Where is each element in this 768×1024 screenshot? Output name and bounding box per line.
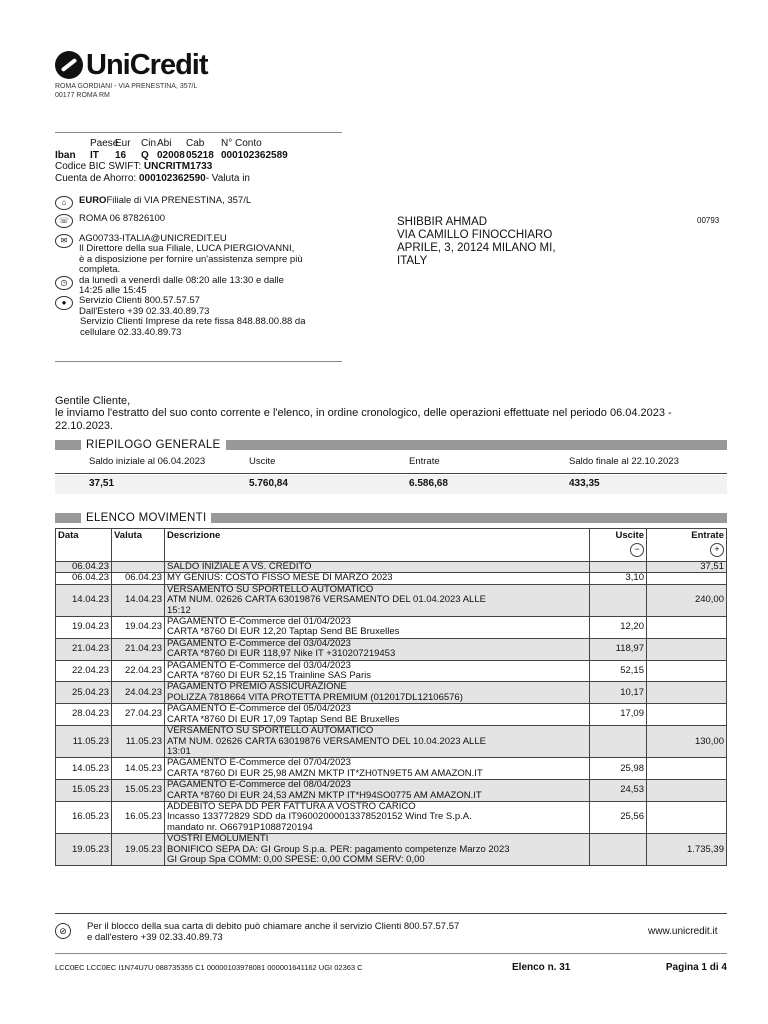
email-row: ✉ AG00733-ITALIA@UNICREDIT.EU Il Direttore della sua Filiale, LUCA PIERGIOVANNI, è a disposizione per fornire un'assistenza sempre più completa. [55,234,345,276]
cell-uscite [590,562,647,573]
iban-headers: Paese Eur Cin Abi Cab N° Conto [90,138,262,149]
table-row [56,660,727,682]
cell-valuta: 21.04.23 [112,638,165,660]
table-row [56,780,727,802]
movements-body [56,562,727,866]
cell-valuta: 22.04.23 [112,660,165,682]
col-uscite: Uscite − [590,529,647,562]
cell-uscite: 25,56 [590,801,647,833]
description-line: ATM NUM. 02626 CARTA 63019876 VERSAMENTO DEL 10.04.2023 ALLE [167,735,486,747]
cell-valuta: 19.04.23 [112,617,165,639]
cell-data: 28.04.23 [56,704,112,726]
cell-data: 21.04.23 [56,638,112,660]
cell-entrate [647,682,727,704]
cell-descrizione [165,660,590,682]
cell-descrizione [165,780,590,802]
cell-descrizione [165,584,590,616]
elenco-number: Elenco n. 31 [512,962,571,973]
cell-data: 15.05.23 [56,780,112,802]
cell-uscite [590,726,647,758]
cell-entrate [647,758,727,780]
unicredit-logo-icon [55,51,83,79]
card-block-icon: ⊘ [55,923,71,939]
table-row [56,682,727,704]
page-number: Pagina 1 di 4 [665,962,727,973]
description-line: POLIZZA 7818664 VITA PROTETTA PREMIUM (012017DL12106576) [167,691,463,703]
cell-uscite: 10,17 [590,682,647,704]
cell-valuta: 19.05.23 [112,834,165,866]
cell-descrizione [165,704,590,726]
cell-valuta: 16.05.23 [112,801,165,833]
summary-section-bar [55,438,727,452]
plus-icon: + [710,543,724,557]
description-line: VERSAMENTO SU SPORTELLO AUTOMATICO [167,583,374,595]
cell-uscite: 25,98 [590,758,647,780]
movements-table [55,528,727,866]
col-valuta: Valuta [112,529,165,562]
cell-valuta: 06.04.23 [112,573,165,584]
cell-descrizione [165,682,590,704]
cell-entrate: 37,51 [647,562,727,573]
divider [55,132,342,133]
table-row [56,704,727,726]
website-link[interactable]: www.unicredit.it [648,926,718,937]
cell-uscite: 24,53 [590,780,647,802]
divider [55,361,342,362]
cell-entrate: 240,00 [647,584,727,616]
cell-data: 19.04.23 [56,617,112,639]
cell-data: 11.05.23 [56,726,112,758]
summary-headers: Saldo iniziale al 06.04.2023 Uscite Entrate Saldo finale al 22.10.2023 [55,456,727,474]
branch-row: ⌂ EUROFiliale di VIA PRENESTINA, 357/L [55,196,345,214]
description-line: CARTA *8760 DI EUR 17,09 Taptap Send BE Bruxelles [167,713,400,725]
bic-line: Codice BIC SWIFT: UNCRITM1733 [55,161,213,172]
branch-address: ROMA GORDIANI - VIA PRENESTINA, 357/L 00177 ROMA RM [55,83,198,99]
hours-row: ◷ da lunedì a venerdì dalle 08:20 alle 13:30 e dalle 14:25 alle 15:45 [55,276,345,297]
table-row [56,584,727,616]
intro-text: Gentile Cliente, le inviamo l'estratto del suo conto corrente e l'elenco, in ordine cronologico, delle operazioni effettuate nel periodo 06.04.2023 - 22.10.2023. [55,395,672,432]
footer-note: Per il blocco della sua carta di debito può chiamare anche il servizio Clienti 800.57.57.57 e dall'estero +39 02.33.40.89.73 [87,921,460,943]
home-icon: ⌂ [55,196,73,210]
cell-data: 25.04.23 [56,682,112,704]
cell-entrate [647,660,727,682]
description-line: CARTA *8760 DI EUR 118,97 Nike IT +310207219453 [167,648,396,660]
table-row [56,617,727,639]
cell-descrizione [165,573,590,584]
description-line: PAGAMENTO E-Commerce del 05/04/2023 [167,703,351,715]
cell-data: 06.04.23 [56,573,112,584]
cell-valuta: 24.04.23 [112,682,165,704]
mail-icon: ✉ [55,234,73,248]
cell-descrizione [165,801,590,833]
description-line: SALDO INIZIALE A VS. CREDITO [167,561,312,572]
description-line: 15:12 [167,604,191,616]
footer-bottom [55,962,727,973]
cell-data: 14.04.23 [56,584,112,616]
col-entrate: Entrate + [647,529,727,562]
description-line: VERSAMENTO SU SPORTELLO AUTOMATICO [167,725,374,737]
recipient-address: SHIBBIR AHMAD VIA CAMILLO FINOCCHIARO APRILE, 3, 20124 MILANO MI, ITALY [397,216,556,267]
col-descrizione: Descrizione [165,529,590,562]
cell-uscite: 52,15 [590,660,647,682]
description-line: ATM NUM. 02626 CARTA 63019876 VERSAMENTO DEL 01.04.2023 ALLE [167,594,486,606]
bank-name: UniCredit [86,48,208,81]
cell-descrizione [165,726,590,758]
phone-icon: ☏ [55,214,73,228]
business-service: Servizio Clienti Imprese da rete fissa 848.88.00.88 da cellulare 02.33.40.89.73 [80,316,306,338]
contacts-block [55,196,345,338]
description-line: CARTA *8760 DI EUR 25,98 AMZN MKTP IT*ZH0TN9ET5 AM AMAZON.IT [167,767,483,779]
recipient-code: 00793 [697,216,720,225]
document-codes: LCC0EC LCC0EC I1N74U7U 088735355 C1 00000103978081 000001641162 UGI 02363 C [55,963,363,972]
table-header-row [56,529,727,562]
clock-icon: ◷ [55,276,73,290]
movements-section-bar [55,511,727,525]
table-row [56,801,727,833]
cell-descrizione [165,638,590,660]
phone-row: ☏ ROMA 06 87826100 [55,214,345,234]
cell-data: 06.04.23 [56,562,112,573]
description-line: MY GENIUS: COSTO FISSO MESE DI MARZO 2023 [167,572,393,584]
cell-uscite [590,584,647,616]
description-line: PAGAMENTO E-Commerce del 03/04/2023 [167,659,351,671]
description-line: CARTA *8760 DI EUR 24,53 AMZN MKTP IT*H94SO0775 AM AMAZON.IT [167,789,482,801]
table-row [56,638,727,660]
divider [55,913,727,914]
cell-entrate: 1.735,39 [647,834,727,866]
cell-valuta: 14.05.23 [112,758,165,780]
cell-uscite: 12,20 [590,617,647,639]
description-line: PAGAMENTO E-Commerce del 01/04/2023 [167,616,351,628]
movements-title: ELENCO MOVIMENTI [86,512,207,524]
cell-data: 22.04.23 [56,660,112,682]
description-line: CARTA *8760 DI EUR 12,20 Taptap Send BE Bruxelles [167,626,400,638]
cell-valuta: 27.04.23 [112,704,165,726]
cell-entrate [647,617,727,639]
cell-descrizione [165,834,590,866]
table-row [56,726,727,758]
description-line: PAGAMENTO E-Commerce del 08/04/2023 [167,779,351,791]
cell-descrizione [165,617,590,639]
cell-valuta: 11.05.23 [112,726,165,758]
cell-descrizione [165,562,590,573]
table-row [56,562,727,573]
iban-values: Iban IT 16 Q 02008 05218 000102362589 [55,149,288,161]
iban-block [55,138,288,184]
cell-entrate: 130,00 [647,726,727,758]
cell-entrate [647,638,727,660]
cell-entrate [647,573,727,584]
cell-data: 16.05.23 [56,801,112,833]
table-row [56,834,727,866]
service-row: ● Servizio Clienti 800.57.57.57 Dall'Estero +39 02.33.40.89.73 [55,296,345,317]
col-data: Data [56,529,112,562]
description-line: mandato nr. O66791P1088720194 [167,821,313,833]
table-row [56,758,727,780]
description-line: PAGAMENTO E-Commerce del 03/04/2023 [167,637,351,649]
cell-uscite [590,834,647,866]
description-line: PAGAMENTO E-Commerce del 07/04/2023 [167,757,351,769]
description-line: Incasso 133772829 SDD da IT96002000013378520152 Wind Tre S.p.A. [167,811,472,823]
cell-entrate [647,780,727,802]
cell-data: 19.05.23 [56,834,112,866]
minus-icon: − [630,543,644,557]
description-line: 13:01 [167,745,191,757]
cuenta-line: Cuenta de Ahorro: 000102362590- Valuta in [55,172,250,184]
cell-uscite: 17,09 [590,704,647,726]
description-line: GI Group Spa COMM: 0,00 SPESE: 0,00 COMM SERV: 0,00 [167,853,425,865]
cell-valuta: 15.05.23 [112,780,165,802]
cell-descrizione [165,758,590,780]
description-line: PAGAMENTO PREMIO ASSICURAZIONE [167,681,347,693]
table-row [56,573,727,584]
cell-data: 14.05.23 [56,758,112,780]
cell-uscite: 118,97 [590,638,647,660]
unicredit-logo [55,50,208,80]
description-line: VOSTRI EMOLUMENTI [167,833,269,845]
user-icon: ● [55,296,73,310]
cell-uscite: 3,10 [590,573,647,584]
cell-entrate [647,801,727,833]
description-line: CARTA *8760 DI EUR 52,15 Trainline SAS Paris [167,670,371,682]
summary-title: RIEPILOGO GENERALE [86,439,221,451]
cell-entrate [647,704,727,726]
cell-valuta: 14.04.23 [112,584,165,616]
description-line: ADDEBITO SEPA DD PER FATTURA A VOSTRO CARICO [167,800,416,812]
summary-values: 37,51 5.760,84 6.586,68 433,35 [55,475,727,494]
divider [55,953,727,954]
description-line: BONIFICO SEPA DA: GI Group S.p.a. PER: pagamento competenze Marzo 2023 [167,843,510,855]
cell-valuta [112,562,165,573]
